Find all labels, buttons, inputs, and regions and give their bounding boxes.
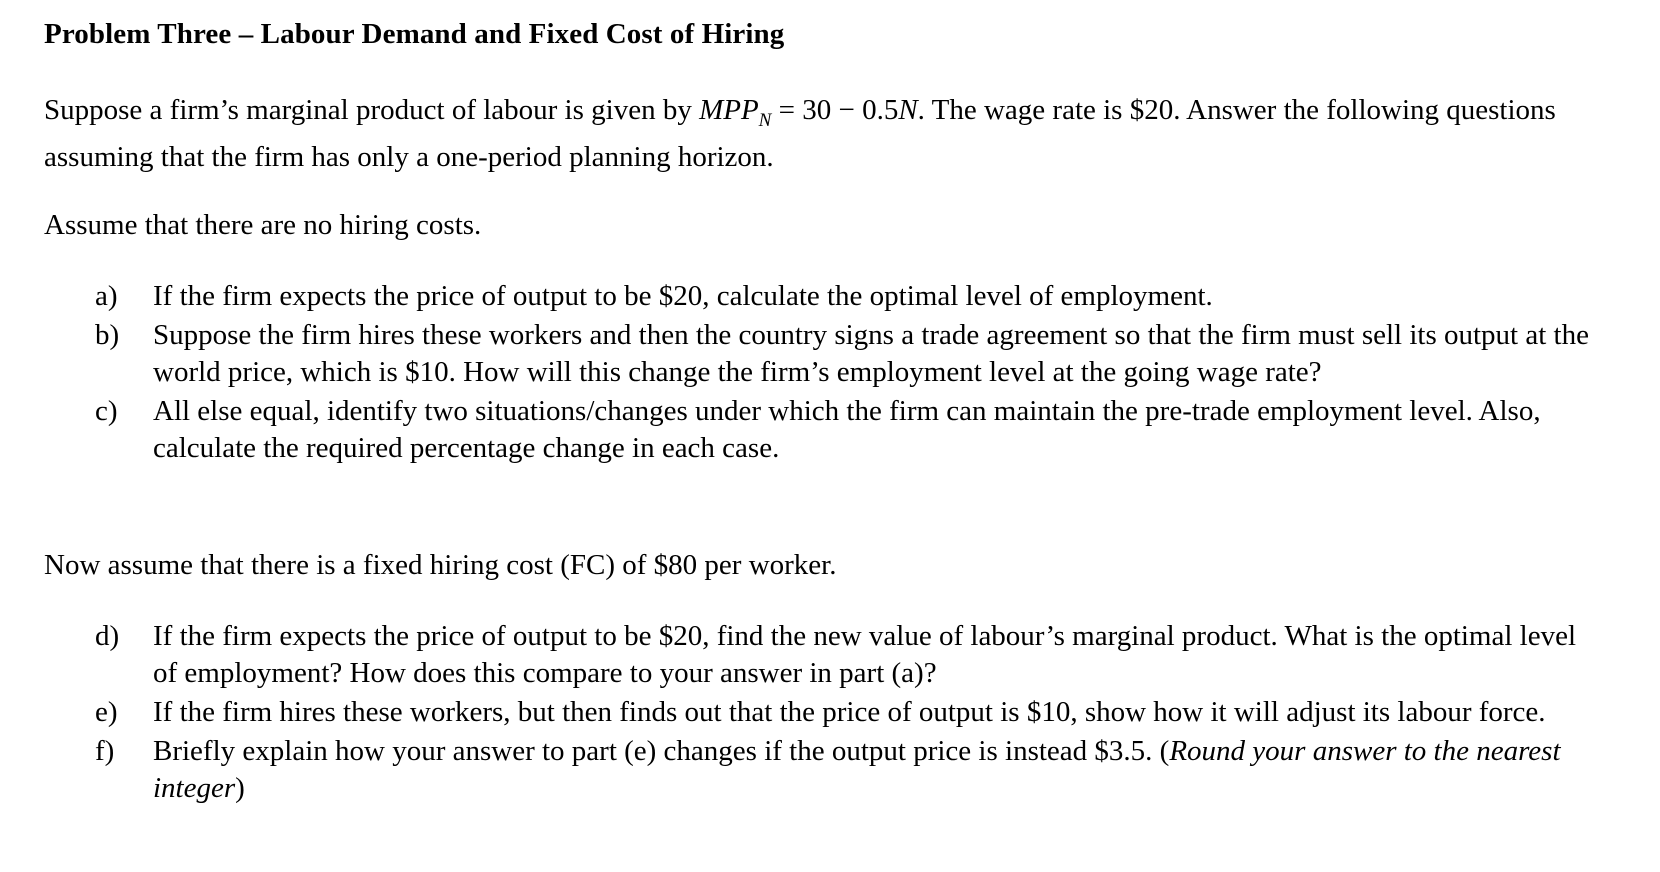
question-text-end: ) xyxy=(235,772,245,804)
question-list-part1 xyxy=(95,278,1605,467)
question-marker: d) xyxy=(95,620,120,652)
intro-text-1: Suppose a firm’s marginal product of labour is given by xyxy=(44,94,700,126)
question-text xyxy=(153,735,1561,804)
mpp-symbol: MPP xyxy=(699,94,759,126)
question-text: If the firm expects the price of output to be $20, find the new value of labour’s marginal product. What is the optimal level of employment? How does this compare to your answer in part (a)? xyxy=(153,620,1577,689)
question-d xyxy=(95,618,1605,692)
equation-rhs: = 30 − 0.5 xyxy=(771,94,899,126)
problem-title: Problem Three – Labour Demand and Fixed Cost of Hiring xyxy=(44,18,785,50)
question-marker: c) xyxy=(95,395,118,427)
question-a xyxy=(95,278,1605,315)
question-c xyxy=(95,393,1605,467)
question-text: All else equal, identify two situations/changes under which the firm can maintain the pre-trade employment level. Also, calculate the required percentage change in each case. xyxy=(153,395,1541,464)
no-hiring-cost-statement: Assume that there are no hiring costs. xyxy=(44,209,482,241)
question-text-italic: Round your answer to the nearest integer xyxy=(153,735,1561,804)
question-f xyxy=(95,733,1605,807)
question-marker: b) xyxy=(95,319,120,351)
question-b xyxy=(95,317,1605,391)
question-list-part2 xyxy=(95,618,1605,807)
question-text: If the firm hires these workers, but then finds out that the price of output is $10, show how it will adjust its labour force. xyxy=(153,696,1546,728)
question-text: If the firm expects the price of output to be $20, calculate the optimal level of employment. xyxy=(153,280,1213,312)
equation-n: N xyxy=(898,94,918,126)
question-marker: e) xyxy=(95,696,118,728)
question-e xyxy=(95,694,1605,731)
question-text: Suppose the firm hires these workers and then the country signs a trade agreement so that the firm must sell its output at the world price, which is $10. How will this change the firm’s employment level at the going wage rate? xyxy=(153,319,1589,388)
fixed-cost-statement: Now assume that there is a fixed hiring cost (FC) of $80 per worker. xyxy=(44,549,837,581)
question-marker: f) xyxy=(95,735,115,767)
intro-text-2: . The wage rate is $20. Answer the following questions assuming that the firm has only a one-period planning horizon. xyxy=(44,94,1556,173)
mpp-subscript: N xyxy=(758,110,772,131)
question-text-main: Briefly explain how your answer to part (e) changes if the output price is instead $3.5. ( xyxy=(153,735,1170,767)
question-marker: a) xyxy=(95,280,118,312)
intro-paragraph xyxy=(44,92,1604,176)
